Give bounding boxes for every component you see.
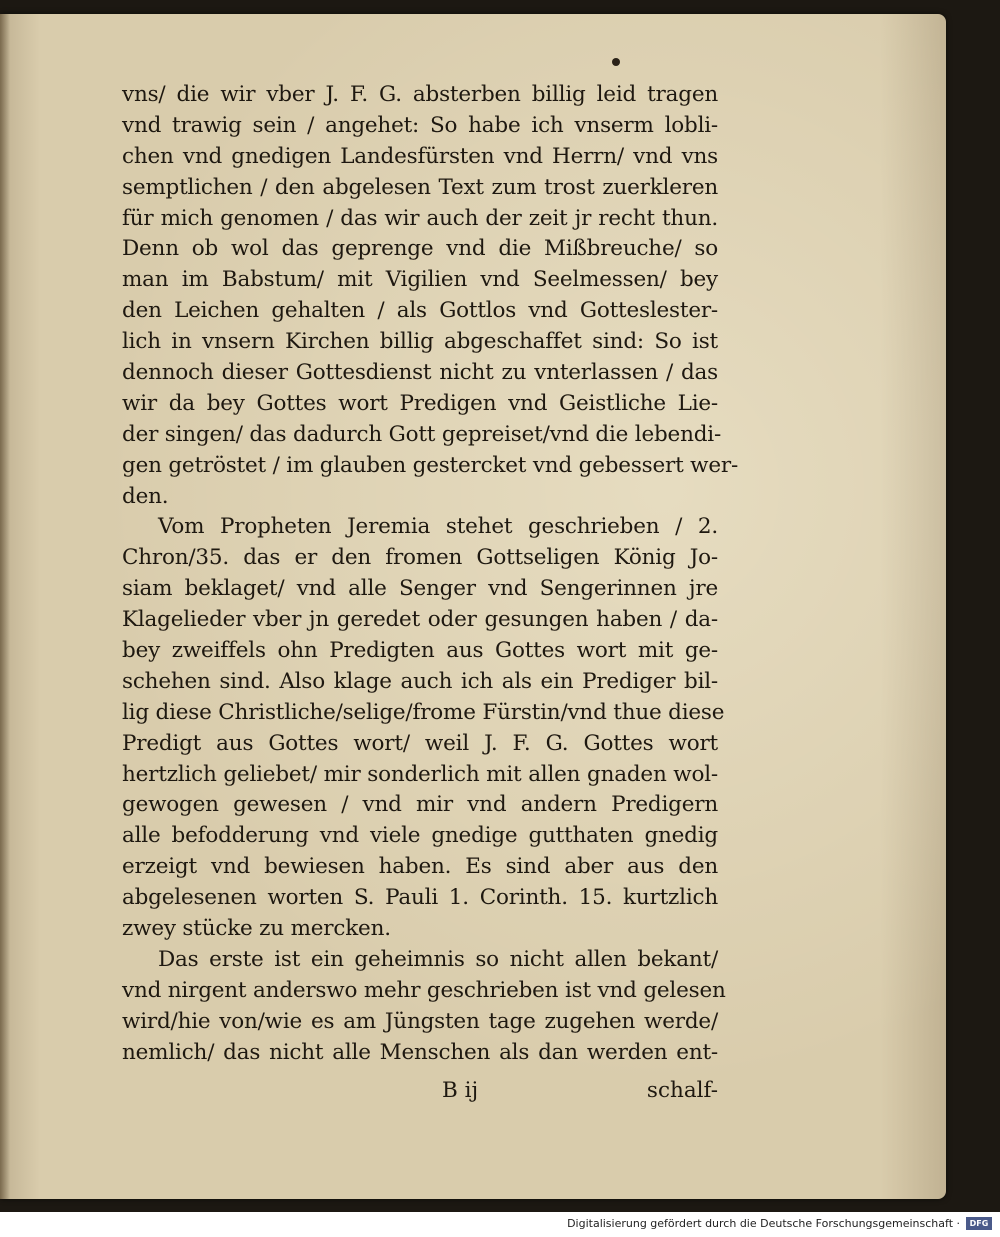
- catchword: schalf-: [646, 1078, 718, 1103]
- text-line: der singen/ das dadurch Gott gepreiset/vnd die lebendi-: [122, 421, 722, 447]
- text-line: bey zweiffels ohn Predigten aus Gottes wort mit ge-: [122, 638, 718, 664]
- text-line: Chron/35. das er den fromen Gottseligen König Jo-: [122, 545, 718, 571]
- text-line: für mich genomen / das wir auch der zeit jr recht thun.: [122, 205, 718, 231]
- text-line: wir da bey Gottes wort Predigen vnd Geistliche Lie-: [122, 390, 718, 416]
- text-line: Klagelieder vber jn geredet oder gesungen haben / da-: [122, 607, 718, 633]
- text-line: gen getröstet / im glauben gestercket vnd gebessert wer-: [122, 452, 739, 478]
- text-line: alle befodderung vnd viele gnedige gutthaten gnedig: [122, 823, 718, 849]
- text-line: schehen sind. Also klage auch ich als ein Prediger bil-: [122, 668, 718, 694]
- text-line: dennoch dieser Gottesdienst nicht zu vnterlassen / das: [122, 360, 718, 386]
- dfg-logo[interactable]: DFG: [966, 1217, 992, 1230]
- text-line: lich in vnsern Kirchen billig abgeschaffet sind: So ist: [122, 329, 718, 355]
- text-line: chen vnd gnedigen Landesfürsten vnd Herrn/ vnd vns: [122, 143, 718, 169]
- credit-bar: [0, 1212, 1000, 1237]
- ink-dot: [612, 58, 620, 66]
- text-line: Denn ob wol das geprenge vnd die Mißbreuche/ so: [122, 236, 718, 262]
- text-line: abgelesenen worten S. Pauli 1. Corinth. 15. kurtzlich: [122, 885, 718, 911]
- text-line: Vom Propheten Jeremia stehet geschrieben / 2.: [158, 514, 718, 540]
- text-line: gewogen gewesen / vnd mir vnd andern Predigern: [122, 792, 718, 818]
- text-line: den.: [122, 483, 169, 509]
- text-line: wird/hie von/wie es am Jüngsten tage zugehen werde/: [122, 1008, 718, 1034]
- text-line: man im Babstum/ mit Vigilien vnd Seelmessen/ bey: [122, 267, 718, 293]
- text-line: nemlich/ das nicht alle Menschen als dan werden ent-: [122, 1039, 718, 1065]
- page-footer: [122, 1078, 718, 1108]
- text-line: zwey stücke zu mercken.: [122, 916, 391, 942]
- text-line: erzeigt vnd bewiesen haben. Es sind aber aus den: [122, 854, 718, 880]
- text-line: vnd trawig sein / angehet: So habe ich vnserm lobli-: [122, 112, 718, 138]
- text-line: vns/ die wir vber J. F. G. absterben billig leid tragen: [122, 82, 718, 107]
- text-line: Predigt aus Gottes wort/ weil J. F. G. Gottes wort: [122, 730, 718, 756]
- text-line: semptlichen / den abgelesen Text zum trost zuerkleren: [122, 174, 718, 200]
- book-page: [0, 14, 946, 1199]
- text-line: den Leichen gehalten / als Gottlos vnd Gotteslester-: [122, 298, 718, 324]
- text-line: lig diese Christliche/selige/frome Fürstin/vnd thue diese: [122, 699, 725, 725]
- text-line: Das erste ist ein geheimnis so nicht allen bekant/: [158, 946, 718, 972]
- text-line: siam beklaget/ vnd alle Senger vnd Sengerinnen jre: [122, 576, 718, 602]
- text-line: vnd nirgent anderswo mehr geschrieben ist vnd gelesen: [122, 977, 726, 1003]
- body-text: [122, 80, 739, 1069]
- signature-mark: B ij: [442, 1078, 479, 1103]
- text-line: hertzlich geliebet/ mir sonderlich mit allen gnaden wol-: [122, 761, 718, 787]
- funding-credit: Digitalisierung gefördert durch die Deutsche Forschungsgemeinschaft ·: [567, 1217, 960, 1230]
